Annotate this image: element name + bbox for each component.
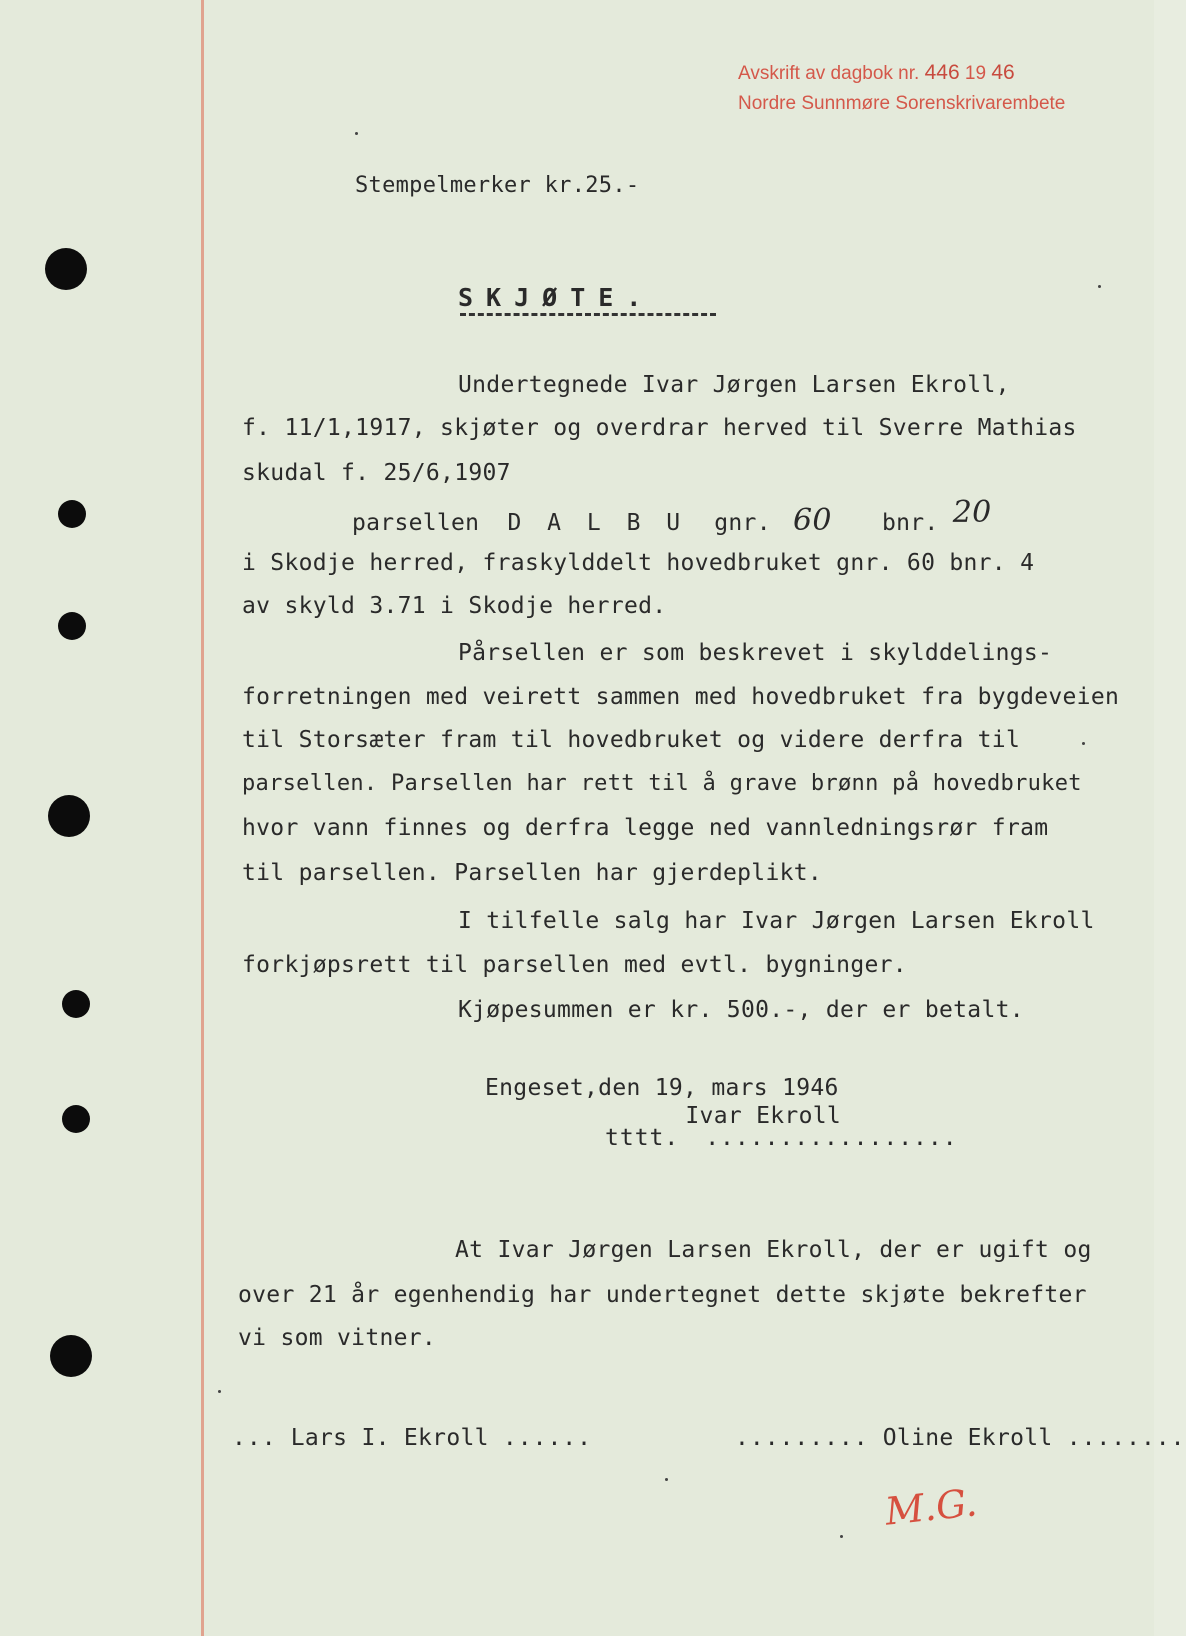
body-line: vi som vitner. bbox=[238, 1325, 437, 1351]
bnr-label: bnr. bbox=[881, 510, 939, 536]
body-line: parsellen. Parsellen har rett til å grave brønn på hovedbruket bbox=[242, 771, 1082, 796]
registry-header bbox=[738, 58, 1065, 119]
body-line: Undertegnede Ivar Jørgen Larsen Ekroll, bbox=[458, 372, 1010, 398]
punch-hole bbox=[58, 500, 86, 528]
body-line: i Skodje herred, fraskylddelt hovedbruket gnr. 60 bnr. 4 bbox=[242, 550, 1035, 576]
title-underline bbox=[460, 313, 716, 316]
margin-line bbox=[201, 0, 204, 1636]
witness-2-name: Oline Ekroll bbox=[882, 1425, 1053, 1451]
bnr-value: 20 bbox=[952, 495, 992, 530]
paper-speck bbox=[218, 1390, 221, 1393]
witness-2-dots-left: ......... bbox=[735, 1425, 869, 1451]
body-line: forkjøpsrett til parsellen med evtl. bygninger. bbox=[242, 952, 907, 978]
parcel-name: D A L B U bbox=[507, 510, 687, 536]
paper-speck bbox=[665, 1478, 668, 1481]
paper-speck bbox=[840, 1535, 843, 1538]
body-line: forretningen med veirett sammen med hovedbruket fra bygdeveien bbox=[242, 684, 1120, 710]
body-line: til Storsæter fram til hovedbruket og videre derfra til bbox=[242, 727, 1021, 753]
document-title: SKJØTE. bbox=[458, 283, 655, 312]
body-line: av skyld 3.71 i Skodje herred. bbox=[242, 593, 667, 619]
witness-1-name: Lars I. Ekroll bbox=[290, 1425, 489, 1451]
witness-1-dots-left: ... bbox=[232, 1425, 277, 1451]
seller-signature: Ivar Ekroll bbox=[685, 1103, 842, 1129]
paper-speck bbox=[1082, 742, 1085, 745]
body-line: hvor vann finnes og derfra legge ned vannledningsrør fram bbox=[242, 815, 1049, 841]
body-line: Pårsellen er som beskrevet i skylddelings- bbox=[458, 640, 1053, 666]
witness-1-signature bbox=[232, 1425, 592, 1451]
witness-2-signature bbox=[735, 1425, 1186, 1451]
body-line: til parsellen. Parsellen har gjerdeplikt. bbox=[242, 860, 823, 886]
punch-hole bbox=[62, 990, 90, 1018]
punch-hole bbox=[48, 795, 90, 837]
paper-speck bbox=[355, 132, 358, 135]
dagbok-number: 446 bbox=[924, 61, 960, 84]
paper-speck bbox=[1098, 285, 1101, 288]
registry-office: Nordre Sunnmøre Sorenskrivarembete bbox=[738, 93, 1066, 114]
year-prefix: 19 bbox=[964, 63, 987, 84]
punch-hole bbox=[50, 1335, 92, 1377]
seller-signature-line bbox=[605, 1103, 958, 1151]
body-line: f. 11/1,1917, skjøter og overdrar herved til Sverre Mathias bbox=[242, 415, 1077, 441]
stamp-line: Stempelmerker kr.25.- bbox=[355, 173, 640, 198]
punch-hole bbox=[58, 612, 86, 640]
gnr-value: 60 bbox=[793, 503, 832, 538]
parcel-word: parsellen bbox=[352, 510, 480, 536]
body-line: over 21 år egenhendig har undertegnet dette skjøte bekrefter bbox=[238, 1282, 1087, 1308]
body-line: At Ivar Jørgen Larsen Ekroll, der er ugift og bbox=[455, 1237, 1092, 1263]
signature-dots-right: ................. bbox=[705, 1125, 958, 1151]
signature-dots-left: tttt. bbox=[605, 1125, 680, 1151]
parcel-line bbox=[352, 495, 992, 538]
punch-hole bbox=[45, 248, 87, 290]
body-line: skudal f. 25/6,1907 bbox=[242, 460, 511, 486]
handwritten-initials: M.G. bbox=[882, 1480, 980, 1534]
witness-2-dots-right: ........ bbox=[1066, 1425, 1186, 1451]
year-suffix: 46 bbox=[991, 61, 1015, 84]
punch-hole bbox=[62, 1105, 90, 1133]
gnr-label: gnr. bbox=[714, 510, 771, 536]
witness-1-dots-right: ...... bbox=[502, 1425, 593, 1451]
registry-prefix: Avskrift av dagbok nr. bbox=[738, 63, 920, 84]
registry-line-1 bbox=[738, 58, 1065, 89]
place-date: Engeset,den 19, mars 1946 bbox=[485, 1075, 839, 1101]
body-line: I tilfelle salg har Ivar Jørgen Larsen Ekroll bbox=[458, 908, 1095, 934]
body-line: Kjøpesummen er kr. 500.-, der er betalt. bbox=[458, 997, 1024, 1023]
